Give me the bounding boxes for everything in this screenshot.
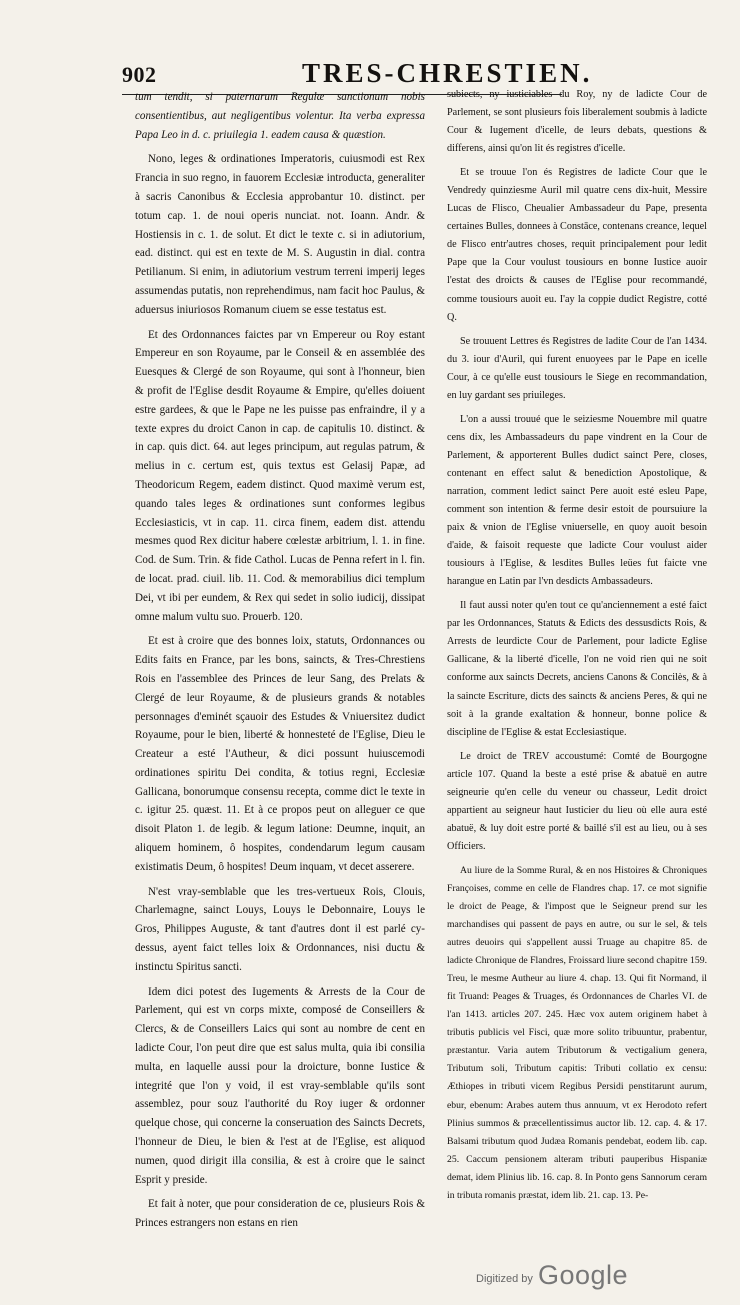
paragraph: Se trouuent Lettres és Registres de ladite Cour de l'an 1434. du 3. iour d'Auril, qui furent enuoyees par le Pape en icelle Cour, à ce qu'elle eust tousiours le Siege en recommandation, en luy gardant ses priuileges. xyxy=(447,335,707,401)
paragraph: Et fait à noter, que pour consideration de ce, plusieurs Rois & Princes estrangers non estans en rien xyxy=(135,1198,425,1230)
paragraph: N'est vray-semblable que les tres-vertueux Rois, Clouis, Charlemagne, sainct Louys, Louys le Debonnaire, Louys le Gros, Philippes Auguste, & tant d'autres dont il est parlé cy-dessus, ayent faict telles loix & Ordonnances, nisi ductu & instinctu Spiritus sancti. xyxy=(135,885,425,973)
digitization-watermark xyxy=(476,1262,676,1292)
paragraph: Nono, leges & ordinationes Imperatoris, cuiusmodi est Rex Francia in suo regno, in fauorem Ecclesiæ introducta, generaliter à sacris Canonibus & Ecclesia approbantur 10. distinct. per totum cap. 1. de noui operis nunciat. not. Ioann. Andr. & Hostiensis in c. 1. de solut. Et dict le texte c. si in adiutorium, ead. distinct. qui est en texte de M. S. Augustin in dial. contra Petilianum. Si enim, in adiutorium vestrum terreni imperij leges assumendas putatis, non reprehendimus, nam facit hoc Paulus, & aduersus iniuriosos Romanum ciuem se esse testatus est. xyxy=(135,153,425,316)
paragraph: tum tendit, si paternarum Regulæ sanctionum nobis consentientibus, aut negligentibus volentur. Ita verba expressa Papa Leo in d. c. priuilegia 1. eadem causa & quæstion. xyxy=(135,91,425,141)
page-number: 902 xyxy=(122,62,157,87)
paragraph: subiects, ny iusticiables du Roy, ny de ladicte Cour de Parlement, se sont plusieurs fois liberalement soubmis à ladicte Cour & Iugement d'icelle, de leurs debats, questions & differens, ainsi qu'on lit és registres d'icelle. xyxy=(447,89,707,155)
running-title: TRES-CHRESTIEN. xyxy=(302,58,593,88)
paragraph: Au liure de la Somme Rural, & en nos Histoires & Chroniques Françoises, comme en celle de Flandres chap. 17. ce mot signifie le droict de Peage, & l'impost que le Seigneur prend sur les marchandises qui passent de pays en autre, ou sur le sel, & tels autres deuoirs qui s'appellent aussi Truage au chapitre 85. de ladicte Chronique de Flandres, Froissard liure second chapitre 159. Treu, le mesme Autheur au liure 4. chap. 13. Qui fit Normand, il fit Truand: Peages & Truages, és Ordonnances de Charles VI. de l'an 1413. articles 207. 245. Hæc vox autem originem habet à tributis publicis vel Fisci, quæ more solito tribuuntur, prabentur, præstantur. Varia autem Tributorum & vectigalium genera, Tributum soli, Tributum capitis: Tributi collatio ex censu: Æthiopes in tributi vicem Regibus Persidi penstitarunt aurum, ebur, ebenum: Arabes autem thus annuum, vt ex Herodoto refert Plinius summos & præcellentissimus auctor lib. 12. cap. 4. & 17. Balsami tributum quod Judæa Romanis pendebat, eodem lib. cap. 25. Caccum pensionem alteram tributi pauperibus Hispaniæ demat, idem Plinius lib. 16. cap. 8. In Ponto gens Sannorum ceram in tributa romanis præstat, idem lib. 21. cap. 13. Pe- xyxy=(447,864,707,1201)
digitized-by-label: Digitized by xyxy=(476,1273,533,1285)
paragraph: Et est à croire que des bonnes loix, statuts, Ordonnances ou Edits faits en France, par les bons, saincts, & Tres-Chrestiens Rois en l'assemblee des Princes de leur Sang, des Prelats & Clergé de leur Royaume, & de plusieurs grands & notables personnages d'eminét sçauoir des Estudes & Vniuersitez dudict Royaume, pour le bien, liberté & honnesteté de l'Eglise, Dieu le Createur a esté l'Autheur, & dici possunt huiuscemodi ordinationes spiritu Dei condita, & totius regni, Ecclesiæ Gallicana, bonorumque consensu recepta, comme dict le texte in c. igitur 25. quæst. 11. Et à ce propos peut on alleguer ce que disoit Platon 1. de legib. & legum latione: Deumne, inquit, an aliquem hominem, ô hospites, condendarum legum causam existimatis Deum, ô hospites! Deum inquam, vt decet asserere. xyxy=(135,635,425,873)
right-column xyxy=(447,86,707,1211)
left-column xyxy=(135,88,425,1239)
paragraph: Le droict de TREV accoustumé: Comté de Bourgogne article 107. Quand la beste a esté prise & abatuë en autre seigneurie qu'en celle du veneur ou chasseur, Ledit droict appartient au seigneur haut Iusticier du lieu où elle aura esté abatuë, & luy doit estre porté & baillé s'il est au lieu, ou à ses Officiers. xyxy=(447,750,707,852)
paragraph: Idem dici potest des Iugements & Arrests de la Cour de Parlement, qui est vn corps mixte, composé de Conseillers & Clercs, & de Conseillers Laics qui sont au nombre de cent en ladicte Cour, l'on peut dire que est salus multa, quia ibi consilia multa, en laquelle aussi pour la droicture, bonne Iustice & integrité que l'on y void, il est vray-semblable qu'ils sont assemblez, pour souz l'authorité du Roy iuger & ordonner quelque chose, qui concerne la conseruation des Saincts Decrets, l'honneur de Dieu, le bien & l'est at de l'Eglise, est aliquod numen, quod dirigit illa consilia, & est à croire que le sainct Esprit y preside. xyxy=(135,985,425,1186)
google-logo: Google xyxy=(538,1260,629,1290)
paragraph: Et se trouue l'on és Registres de ladicte Cour que le Vendredy quinziesme Auril mil quatre cens dix-huit, Messire Lucas de Flisco, Cheualier Ambassadeur du Pape, presenta certaines Bulles, donnees à Constāce, contenans creance, lequel de Flisco entr'autres choses, requit principalement pour ledit Pape que la Cour voulust tousiours en bonne Iustice auoir l'estat des droicts & causes de l'Eglise pour recommandé, comme tousiours auoit eu. I'ay la coppie dudict Registre, cotté Q. xyxy=(447,167,707,323)
paragraph: Et des Ordonnances faictes par vn Empereur ou Roy estant Empereur en son Royaume, par le Conseil & en assemblée des Euesques & Clergé de son Royaume, qui sont à l'honneur, bien & profit de l'Eglise desdit Royaume & Empire, qu'elles doiuent estre gardees, & que le Pape ne les puisse pas enfraindre, il y a texte expres du droict Canon in cap. de capitulis 10. distinct. & in cap. quis dict. 64. aut leges principum, aut regulas patrum, & melius in c. certum est, quis textus est Gelasij Papæ, ad Theodoricum Regem, eadem distinct. Quod maximè verum est, quando tales leges & ordinationes sunt conformes legibus Ecclesiasticis, vt in cap. 11. circa finem, eadem dist. attendu mesmes quod Rex dicitur habere cœlestæ arbitrium, l. 1. in fine. Cod. de Sum. Trin. & fide Cathol. Lucas de Penna refert in l. fin. de locat. prad. ciuil. lib. 11. Cod. & memorabilius dici templum Dei, vt ibi per eundem, & Rex qui sedet in solio iudicij, dissipat omne malum vultu suo. Prouerb. 120. xyxy=(135,328,425,623)
paragraph: Il faut aussi noter qu'en tout ce qu'anciennement a esté faict par les Ordonnances, Statuts & Edicts des dessusdicts Rois, & Arrests de leurdicte Cour de Parlement, pour ladicte Eglise Gallicane, & la liberté d'icelle, l'on ne void rien qui ne soit conforme aux saincts Decrets, anciens Canons & Concilès, & à la saincte Escriture, dicts des saincts & anciens Peres, & qui ne soit à la grande exaltation & honneur, bonne police & discipline de l'Eglise & estat Ecclesiastique. xyxy=(447,600,707,738)
paragraph: L'on a aussi trouué que le seiziesme Nouembre mil quatre cens dix, les Ambassadeurs du pape vindrent en la Cour de Parlement, & apporterent Bulles dudict sainct Pere, closes, contenant en effect salut & benediction Apostolique, & narration, comment ledict sainct Pere auoit esté esleu Pape, comment son intention & ferme desir estoit de poursuiure la paix & vnion de l'Eglise vniuerselle, en quoy auoit besoin d'aide, & faisoit requeste que ladicte Cour voulust aider tousiours à l'Eglise, & lesdites Bulles leües fut faicte vne harangue en Latin par l'vn desdicts Ambassadeurs. xyxy=(447,413,707,588)
